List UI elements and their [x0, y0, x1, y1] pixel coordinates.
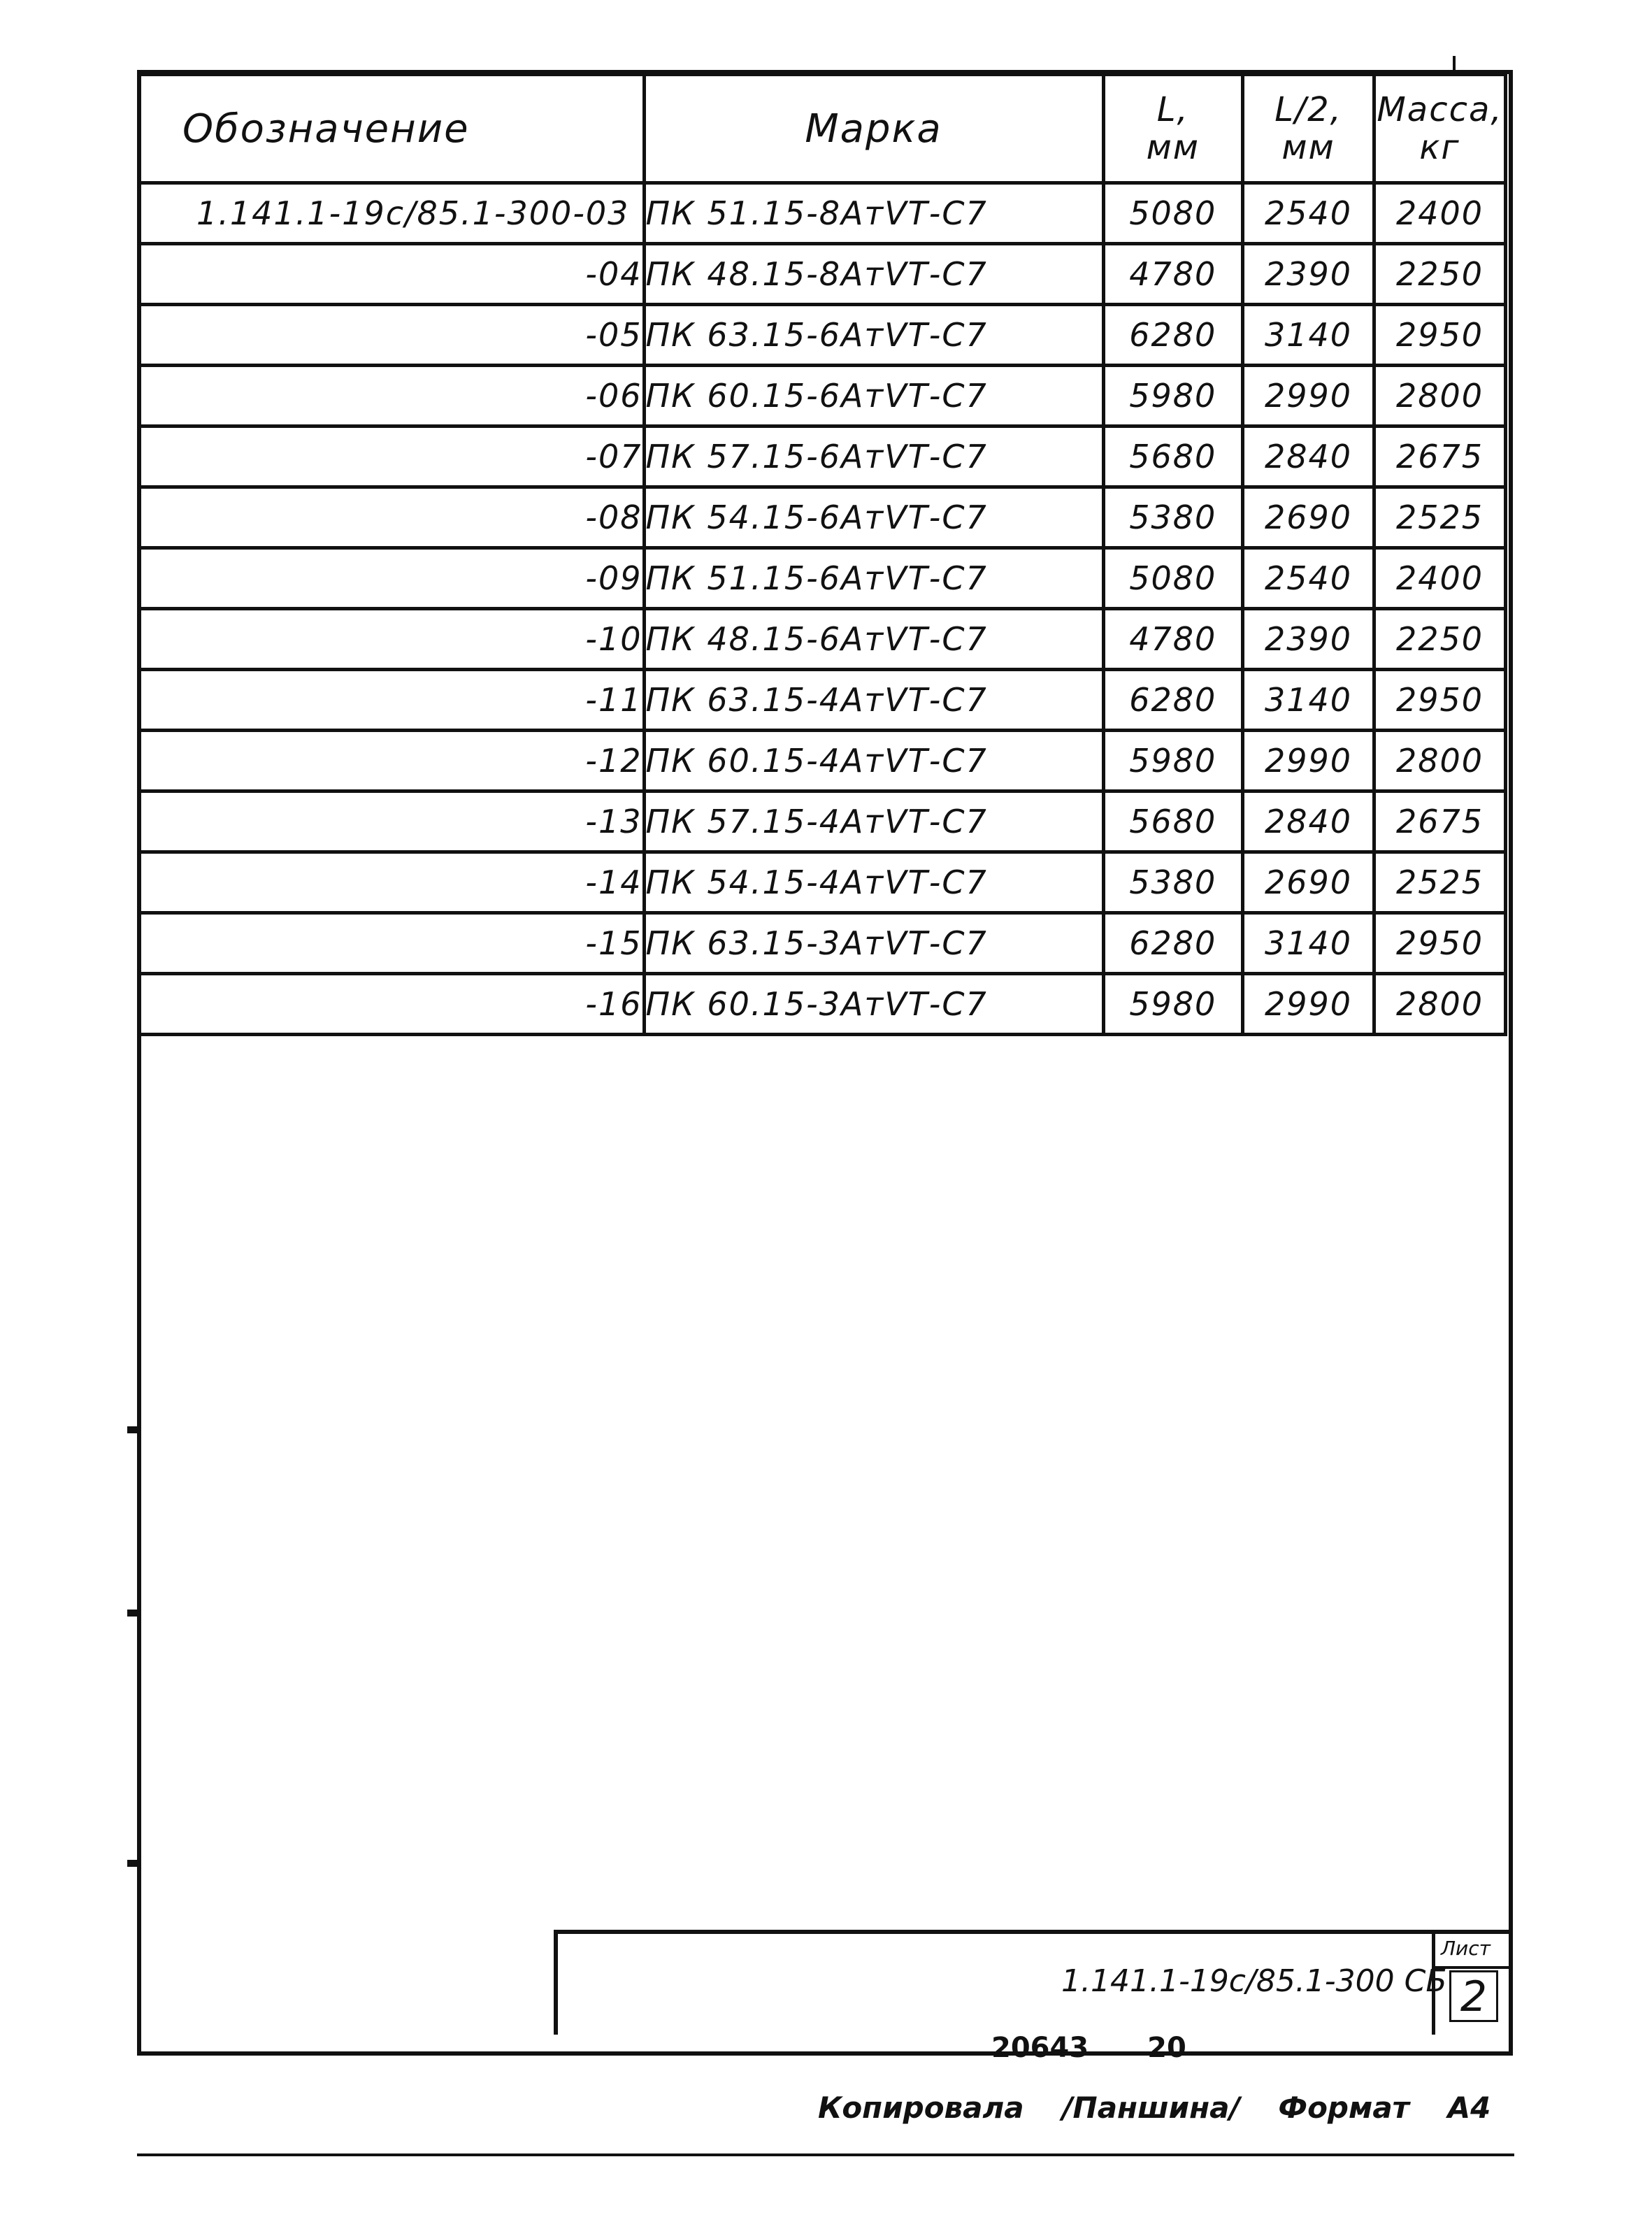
row-half-length: 2540	[1243, 183, 1374, 244]
row-designation: -12	[139, 731, 645, 791]
row-mass: 2525	[1374, 852, 1506, 913]
row-designation: -16	[139, 974, 645, 1035]
row-designation: -10	[139, 609, 645, 670]
sheet-label: Лист	[1441, 1937, 1491, 1960]
row-mass: 2525	[1374, 487, 1506, 548]
row-mass: 2250	[1374, 244, 1506, 305]
row-half-length: 3140	[1243, 913, 1374, 974]
row-designation: -04	[139, 244, 645, 305]
document-code: 1.141.1-19с/85.1-300 СБ	[1061, 1963, 1447, 1999]
specification-table	[137, 73, 1507, 1036]
row-mass: 2950	[1374, 305, 1506, 366]
row-length: 6280	[1103, 305, 1242, 366]
row-designation: -05	[139, 305, 645, 366]
row-mark: ПК 54.15-6АтⅤТ-С7	[644, 487, 1103, 548]
header-half-length	[1243, 75, 1374, 183]
header-mass-label: Масса,	[1377, 90, 1503, 129]
margin-tick	[127, 1610, 140, 1617]
row-mark: ПК 48.15-8АтⅤТ-С7	[644, 244, 1103, 305]
row-length: 5680	[1103, 427, 1242, 487]
row-mass: 2400	[1374, 548, 1506, 609]
row-half-length: 2840	[1243, 791, 1374, 852]
row-half-length: 2690	[1243, 487, 1374, 548]
row-length: 5380	[1103, 487, 1242, 548]
copy-note	[818, 2091, 1518, 2125]
format-value: А4	[1447, 2091, 1491, 2125]
row-designation: -15	[139, 913, 645, 974]
row-mass: 2250	[1374, 609, 1506, 670]
row-designation: 1.141.1-19с/85.1-300-03	[139, 183, 645, 244]
row-mass: 2400	[1374, 183, 1506, 244]
row-mark: ПК 54.15-4АтⅤТ-С7	[644, 852, 1103, 913]
row-half-length: 3140	[1243, 305, 1374, 366]
row-mark: ПК 48.15-6АтⅤТ-С7	[644, 609, 1103, 670]
margin-tick	[127, 1860, 140, 1867]
row-mark: ПК 57.15-4АтⅤТ-С7	[644, 791, 1103, 852]
header-mark: Марка	[644, 75, 1103, 183]
row-length: 5080	[1103, 548, 1242, 609]
table-row	[139, 852, 1506, 913]
row-designation: -07	[139, 427, 645, 487]
row-designation: -13	[139, 791, 645, 852]
row-length: 5980	[1103, 731, 1242, 791]
row-mark: ПК 57.15-6АтⅤТ-С7	[644, 427, 1103, 487]
row-half-length: 3140	[1243, 670, 1374, 731]
row-designation: -14	[139, 852, 645, 913]
header-length	[1103, 75, 1242, 183]
row-designation: -09	[139, 548, 645, 609]
table-row	[139, 913, 1506, 974]
header-mass	[1374, 75, 1506, 183]
row-half-length: 2840	[1243, 427, 1374, 487]
row-length: 5680	[1103, 791, 1242, 852]
bottom-rule	[137, 2153, 1514, 2156]
table-row	[139, 974, 1506, 1035]
table-row	[139, 791, 1506, 852]
table-row	[139, 487, 1506, 548]
sheet-number: 2	[1449, 1970, 1498, 2022]
copied-by-name: /Паншина/	[1062, 2091, 1240, 2125]
row-half-length: 2390	[1243, 244, 1374, 305]
row-length: 6280	[1103, 670, 1242, 731]
row-half-length: 2390	[1243, 609, 1374, 670]
sheet-divider	[1435, 1966, 1509, 1969]
row-mark: ПК 63.15-4АтⅤТ-С7	[644, 670, 1103, 731]
sheet-box	[1432, 1934, 1509, 2035]
row-length: 5980	[1103, 974, 1242, 1035]
row-mass: 2950	[1374, 913, 1506, 974]
row-mark: ПК 60.15-6АтⅤТ-С7	[644, 366, 1103, 427]
row-length: 5380	[1103, 852, 1242, 913]
table-row	[139, 244, 1506, 305]
row-mark: ПК 60.15-3АтⅤТ-С7	[644, 974, 1103, 1035]
table-row	[139, 305, 1506, 366]
header-half-length-label: L/2,	[1274, 90, 1342, 129]
inventory-page: 20	[1147, 2032, 1186, 2064]
title-block	[554, 1930, 1509, 2035]
table-row	[139, 670, 1506, 731]
row-mark: ПК 51.15-8АтⅤТ-С7	[644, 183, 1103, 244]
table-row	[139, 183, 1506, 244]
header-length-unit: мм	[1146, 128, 1200, 167]
row-mass: 2675	[1374, 427, 1506, 487]
header-designation: Обозначение	[139, 75, 645, 183]
row-length: 6280	[1103, 913, 1242, 974]
corner-mark	[1453, 56, 1456, 70]
row-designation: -11	[139, 670, 645, 731]
row-half-length: 2990	[1243, 731, 1374, 791]
row-half-length: 2540	[1243, 548, 1374, 609]
inventory-number: 20643	[991, 2032, 1089, 2064]
header-half-length-unit: мм	[1281, 128, 1335, 167]
row-half-length: 2690	[1243, 852, 1374, 913]
row-half-length: 2990	[1243, 366, 1374, 427]
table-row	[139, 366, 1506, 427]
header-length-label: L,	[1156, 90, 1189, 129]
table-row	[139, 427, 1506, 487]
row-designation: -08	[139, 487, 645, 548]
row-mass: 2800	[1374, 731, 1506, 791]
row-mass: 2800	[1374, 366, 1506, 427]
copied-by-label: Копировала	[818, 2091, 1024, 2125]
row-mass: 2950	[1374, 670, 1506, 731]
row-mark: ПК 51.15-6АтⅤТ-С7	[644, 548, 1103, 609]
row-length: 5980	[1103, 366, 1242, 427]
row-designation: -06	[139, 366, 645, 427]
row-mass: 2675	[1374, 791, 1506, 852]
table-row	[139, 548, 1506, 609]
header-mass-unit: кг	[1419, 128, 1460, 167]
format-label: Формат	[1278, 2091, 1410, 2125]
row-mark: ПК 63.15-6АтⅤТ-С7	[644, 305, 1103, 366]
row-length: 4780	[1103, 244, 1242, 305]
row-length: 4780	[1103, 609, 1242, 670]
inventory-line	[991, 2032, 1235, 2064]
table-header-row	[139, 75, 1506, 183]
table-row	[139, 731, 1506, 791]
row-half-length: 2990	[1243, 974, 1374, 1035]
table-row	[139, 609, 1506, 670]
row-mass: 2800	[1374, 974, 1506, 1035]
row-length: 5080	[1103, 183, 1242, 244]
margin-tick	[127, 1426, 140, 1433]
row-mark: ПК 63.15-3АтⅤТ-С7	[644, 913, 1103, 974]
row-mark: ПК 60.15-4АтⅤТ-С7	[644, 731, 1103, 791]
